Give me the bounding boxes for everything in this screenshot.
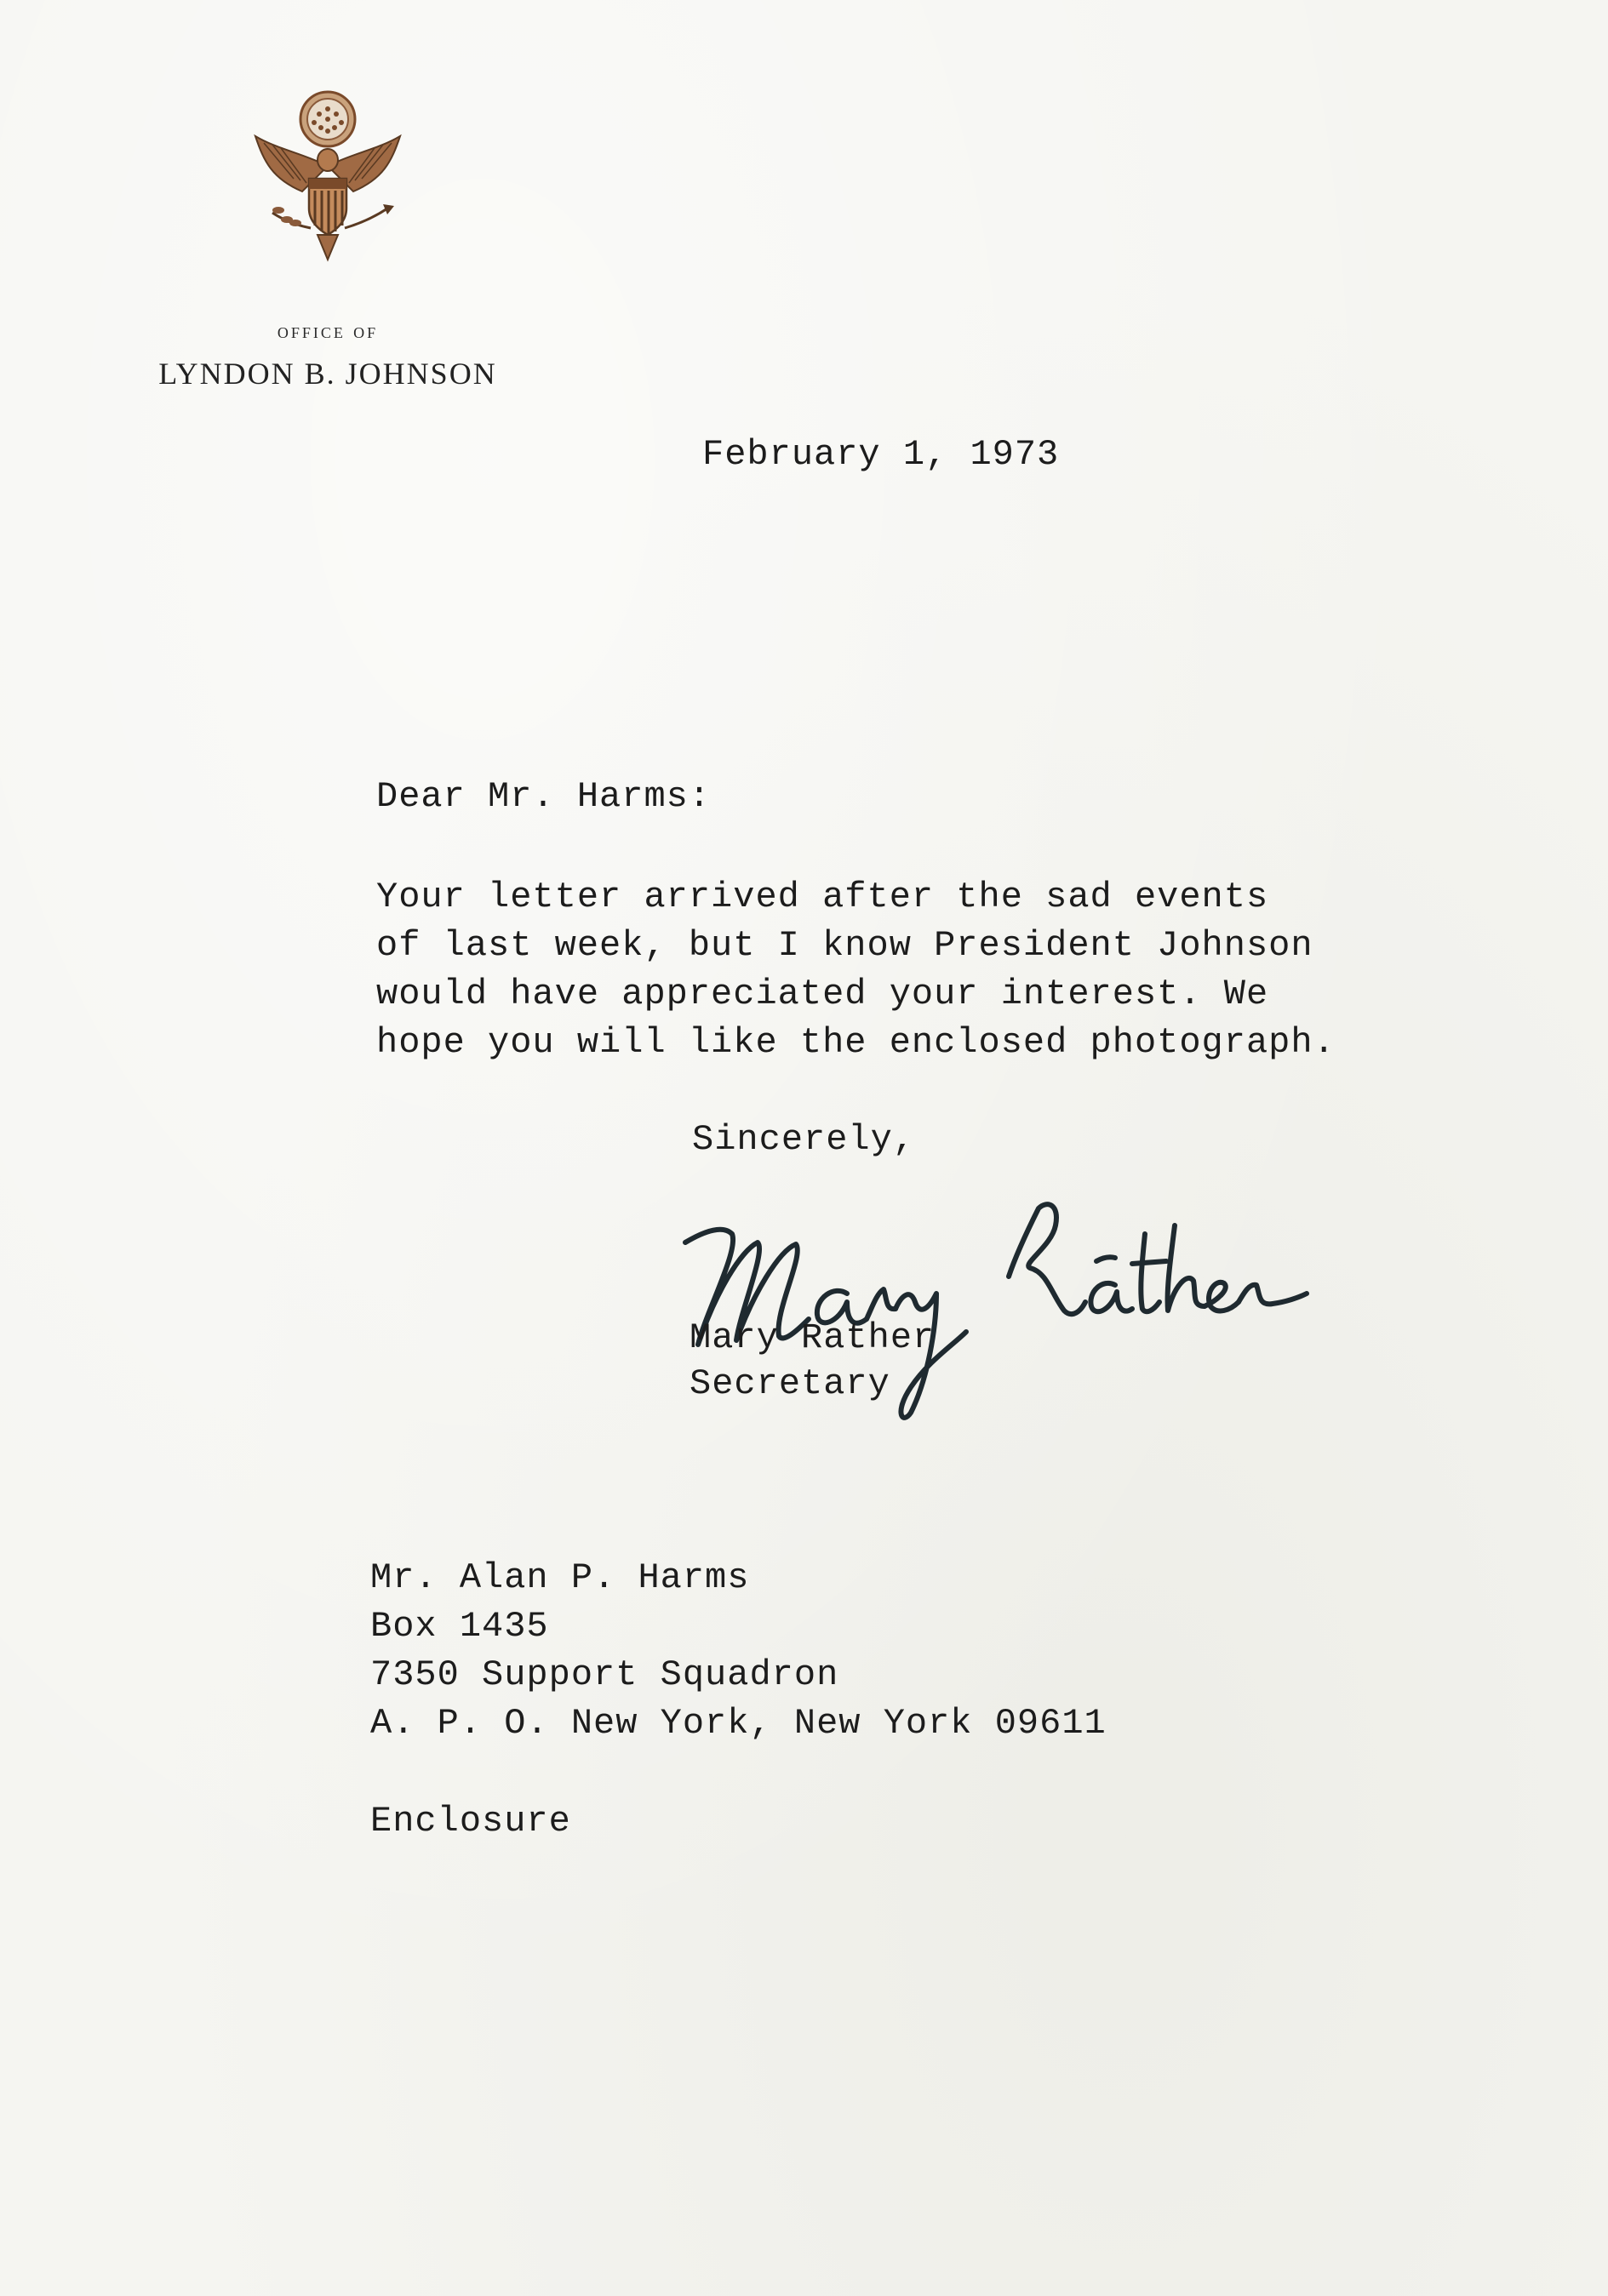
body-line: would have appreciated your interest. We xyxy=(376,974,1269,1014)
body-line: Your letter arrived after the sad events xyxy=(376,877,1269,917)
enclosure-note: Enclosure xyxy=(370,1801,571,1842)
eagle-seal-icon xyxy=(243,85,413,272)
letterhead-name: LYNDON B. JOHNSON xyxy=(158,357,497,391)
closing: Sincerely, xyxy=(692,1119,916,1160)
recipient-address-line: Mr. Alan P. Harms xyxy=(370,1557,750,1598)
body-line: hope you will like the enclosed photograph. xyxy=(376,1022,1336,1063)
typed-signer-name: Mary Rather xyxy=(690,1317,936,1358)
recipient-address-line: A. P. O. New York, New York 09611 xyxy=(370,1703,1107,1744)
signer-title: Secretary xyxy=(690,1363,890,1404)
letterhead-office-label: office of xyxy=(277,320,379,343)
letter-date: February 1, 1973 xyxy=(702,434,1060,475)
recipient-address-line: 7350 Support Squadron xyxy=(370,1654,839,1695)
recipient-address-line: Box 1435 xyxy=(370,1606,549,1647)
body-line: of last week, but I know President Johnson xyxy=(376,925,1313,966)
salutation: Dear Mr. Harms: xyxy=(376,776,712,817)
